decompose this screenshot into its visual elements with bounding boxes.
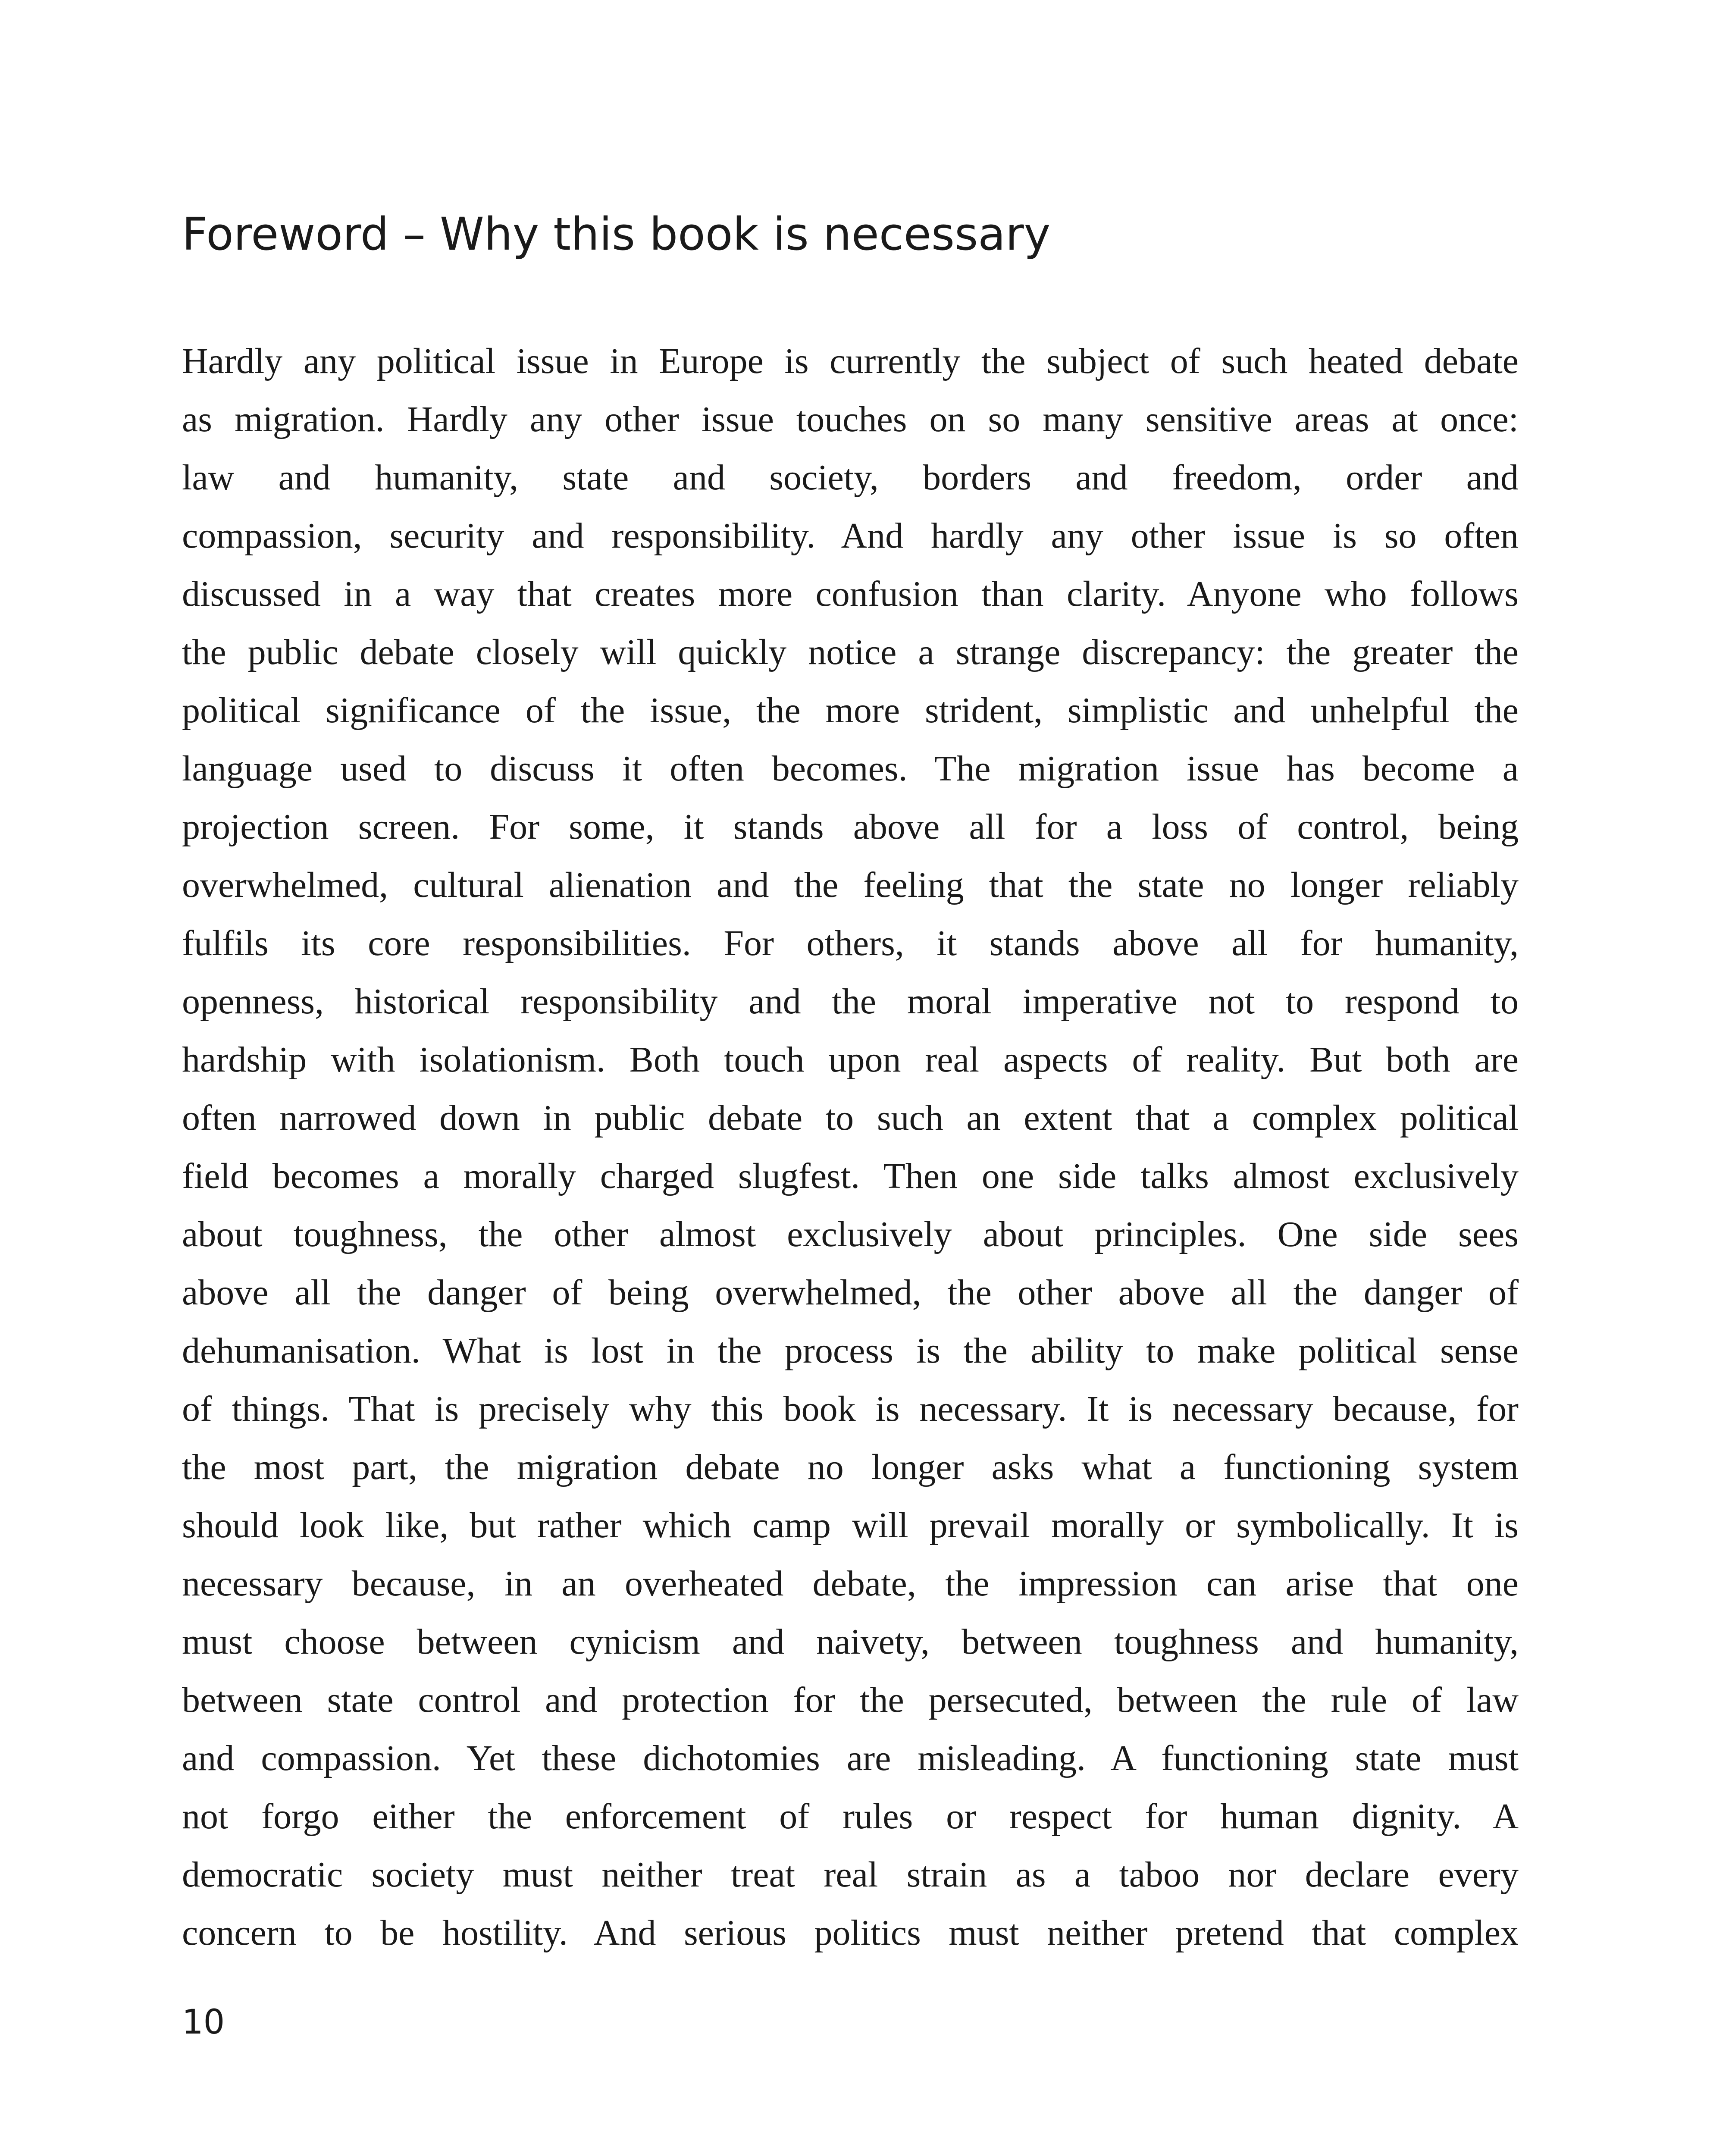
text-line: the public debate closely will quickly notice a strange discrepancy: the greater the bbox=[182, 632, 1519, 672]
text-line: law and humanity, state and society, borders and freedom, order and bbox=[182, 458, 1519, 498]
text-line: above all the danger of being overwhelmed, the other above all the danger of bbox=[182, 1272, 1519, 1313]
text-line: projection screen. For some, it stands above all for a loss of control, being bbox=[182, 807, 1519, 847]
text-line: compassion, security and responsibility. And hardly any other issue is so often bbox=[182, 516, 1519, 556]
text-line: of things. That is precisely why this book is necessary. It is necessary because, for bbox=[182, 1389, 1519, 1429]
chapter-title: Foreword – Why this book is necessary bbox=[182, 208, 1051, 260]
body-paragraph bbox=[182, 332, 1519, 1962]
text-line: language used to discuss it often becomes. The migration issue has become a bbox=[182, 749, 1519, 789]
text-line: the most part, the migration debate no longer asks what a functioning system bbox=[182, 1447, 1519, 1487]
text-line: as migration. Hardly any other issue touches on so many sensitive areas at once: bbox=[182, 399, 1519, 439]
text-line: not forgo either the enforcement of rules or respect for human dignity. A bbox=[182, 1796, 1519, 1836]
text-line: dehumanisation. What is lost in the process is the ability to make political sense bbox=[182, 1331, 1519, 1371]
text-line: between state control and protection for the persecuted, between the rule of law bbox=[182, 1680, 1519, 1720]
text-line: overwhelmed, cultural alienation and the feeling that the state no longer reliably bbox=[182, 865, 1519, 905]
text-line: democratic society must neither treat real strain as a taboo nor declare every bbox=[182, 1855, 1519, 1895]
text-line: hardship with isolationism. Both touch upon real aspects of reality. But both are bbox=[182, 1040, 1519, 1080]
text-line: must choose between cynicism and naivety, between toughness and humanity, bbox=[182, 1622, 1519, 1662]
page-number: 10 bbox=[182, 2003, 225, 2042]
text-line: discussed in a way that creates more confusion than clarity. Anyone who follows bbox=[182, 574, 1519, 614]
text-line: concern to be hostility. And serious politics must neither pretend that complex bbox=[182, 1913, 1519, 1953]
text-line: field becomes a morally charged slugfest. Then one side talks almost exclusively bbox=[182, 1156, 1519, 1196]
text-line: often narrowed down in public debate to such an extent that a complex political bbox=[182, 1098, 1519, 1138]
text-line: necessary because, in an overheated debate, the impression can arise that one bbox=[182, 1564, 1519, 1604]
text-line: should look like, but rather which camp will prevail morally or symbolically. It is bbox=[182, 1505, 1519, 1545]
text-line: openness, historical responsibility and the moral imperative not to respond to bbox=[182, 981, 1519, 1022]
text-line: about toughness, the other almost exclusively about principles. One side sees bbox=[182, 1214, 1519, 1254]
text-line: political significance of the issue, the more strident, simplistic and unhelpful the bbox=[182, 690, 1519, 730]
text-line: fulfils its core responsibilities. For others, it stands above all for humanity, bbox=[182, 923, 1519, 963]
text-line: Hardly any political issue in Europe is currently the subject of such heated debate bbox=[182, 341, 1519, 381]
text-line: and compassion. Yet these dichotomies are misleading. A functioning state must bbox=[182, 1738, 1519, 1778]
